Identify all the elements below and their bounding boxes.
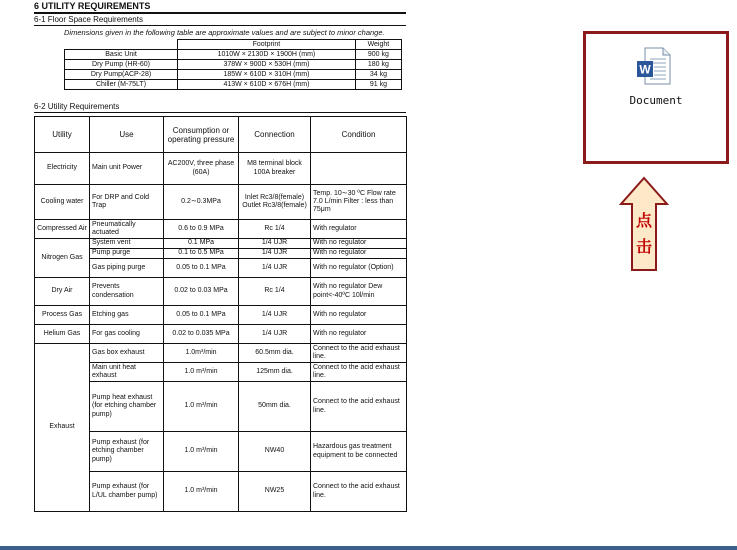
table-cell: With regulator — [311, 220, 407, 239]
table-row — [35, 325, 407, 344]
click-hint-char-2: 击 — [635, 237, 653, 256]
table-cell: 378W × 900D × 530H (mm) — [178, 60, 356, 70]
document-label[interactable]: Document — [629, 94, 683, 107]
table-cell: Basic Unit — [65, 50, 178, 60]
table-cell: 0.2∼0.3MPa — [164, 185, 239, 220]
table-cell: With no regulator — [311, 325, 407, 344]
table-row — [35, 220, 407, 239]
table-cell: Connect to the acid exhaust line. — [311, 382, 407, 432]
table-cell: Connect to the acid exhaust line. — [311, 344, 407, 363]
word-icon-letter: W — [639, 62, 651, 77]
table-cell: 0.1 to 0.5 MPa — [164, 249, 239, 259]
table-cell: 1.0 m³/min — [164, 363, 239, 382]
table-cell: Dry Pump (HR-60) — [65, 60, 178, 70]
table-cell: 60.5mm dia. — [239, 344, 311, 363]
table-cell: Gas box exhaust — [90, 344, 164, 363]
table-cell: M8 terminal block 100A breaker — [239, 153, 311, 185]
table-cell: 0.1 MPa — [164, 239, 239, 249]
table-cell: 1.0 m³/min — [164, 382, 239, 432]
table-cell: Hazardous gas treatment equipment to be connected — [311, 432, 407, 472]
table-cell: Dry Air — [35, 278, 90, 306]
table-cell: Compressed Air — [35, 220, 90, 239]
table-cell: Pump purge — [90, 249, 164, 259]
table-row — [35, 432, 407, 472]
table-cell: Pump exhaust (for etching chamber pump) — [90, 432, 164, 472]
table-cell: Nitrogen Gas — [35, 239, 90, 278]
table-row — [65, 70, 402, 80]
utility-title: 6-2 Utility Requirements — [34, 102, 406, 113]
table-cell: For DRP and Cold Trap — [90, 185, 164, 220]
table-header-cell: Connection — [239, 117, 311, 153]
table-cell: 413W × 610D × 676H (mm) — [178, 80, 356, 90]
table-row — [35, 185, 407, 220]
table-cell: 0.6 to 0.9 MPa — [164, 220, 239, 239]
table-cell: 125mm dia. — [239, 363, 311, 382]
table-row — [35, 363, 407, 382]
table-cell: 0.02 to 0.03 MPa — [164, 278, 239, 306]
table-cell: 180 kg — [355, 60, 401, 70]
table-cell: With no regulator — [311, 249, 407, 259]
click-hint-char-1: 点 — [635, 211, 653, 230]
table-cell: 900 kg — [355, 50, 401, 60]
table-cell: System vent — [90, 239, 164, 249]
table-row — [35, 278, 407, 306]
table-header-cell: Consumption or operating pressure — [164, 117, 239, 153]
table-row — [65, 60, 402, 70]
table-cell: For gas cooling — [90, 325, 164, 344]
table-cell: Connect to the acid exhaust line. — [311, 363, 407, 382]
table-cell: 0.05 to 0.1 MPa — [164, 259, 239, 278]
table-cell: 1.0m³/min — [164, 344, 239, 363]
up-arrow-icon[interactable] — [619, 176, 669, 272]
table-cell: Rc 1/4 — [239, 278, 311, 306]
table-cell: Main unit heat exhaust — [90, 363, 164, 382]
table-cell: Rc 1/4 — [239, 220, 311, 239]
table-header-cell: Condition — [311, 117, 407, 153]
table-cell: NW25 — [239, 472, 311, 512]
table-cell: 1/4 UJR — [239, 259, 311, 278]
table-row — [35, 344, 407, 363]
floor-space-table — [64, 39, 402, 90]
table-cell: 1/4 UJR — [239, 325, 311, 344]
table-cell: AC200V, three phase (60A) — [164, 153, 239, 185]
table-cell: Main unit Power — [90, 153, 164, 185]
table-row — [65, 40, 402, 50]
table-cell: 34 kg — [355, 70, 401, 80]
table-cell: With no regulator — [311, 306, 407, 325]
utility-table — [34, 116, 407, 512]
table-cell: Inlet Rc3/8(female) Outlet Rc3/8(female) — [239, 185, 311, 220]
table-cell: 0.05 to 0.1 MPa — [164, 306, 239, 325]
table-cell: 1/4 UJR — [239, 249, 311, 259]
table-row — [65, 50, 402, 60]
table-cell: 1010W × 2130D × 1900H (mm) — [178, 50, 356, 60]
table-cell: Pneumatically actuated — [90, 220, 164, 239]
table-header-cell: Use — [90, 117, 164, 153]
table-cell: With no regulator Dew point<-40ºC 10l/min — [311, 278, 407, 306]
floor-space-title: 6-1 Floor Space Requirements — [34, 15, 406, 26]
table-cell: Cooling water — [35, 185, 90, 220]
table-cell: Connect to the acid exhaust line. — [311, 472, 407, 512]
floor-space-note: Dimensions given in the following table are approximate values and are subject to minor change. — [64, 28, 385, 37]
table-row — [65, 80, 402, 90]
table-cell: Chiller (M-75LT) — [65, 80, 178, 90]
table-cell: NW40 — [239, 432, 311, 472]
table-row — [35, 472, 407, 512]
table-cell: Pump exhaust (for L/UL chamber pump) — [90, 472, 164, 512]
table-cell: 91 kg — [355, 80, 401, 90]
table-cell: 0.02 to 0.035 MPa — [164, 325, 239, 344]
table-header-cell — [65, 40, 178, 50]
table-row — [35, 249, 407, 259]
document-link-widget[interactable] — [583, 31, 729, 164]
table-cell: Temp. 10∼30 ºC Flow rate 7.0 L/min Filter : less than 75μm — [311, 185, 407, 220]
table-cell: Exhaust — [35, 344, 90, 512]
table-row — [35, 117, 407, 153]
table-row — [35, 306, 407, 325]
table-cell: 1.0 m³/min — [164, 472, 239, 512]
table-cell: Helium Gas — [35, 325, 90, 344]
table-header-cell: Utility — [35, 117, 90, 153]
table-cell: With no regulator (Option) — [311, 259, 407, 278]
table-cell: Electricity — [35, 153, 90, 185]
table-cell — [311, 153, 407, 185]
table-header-cell: Weight — [355, 40, 401, 50]
table-cell: 185W × 610D × 310H (mm) — [178, 70, 356, 80]
table-cell: Prevents condensation — [90, 278, 164, 306]
table-row — [35, 239, 407, 249]
table-cell: Process Gas — [35, 306, 90, 325]
table-row — [35, 259, 407, 278]
table-cell: Etching gas — [90, 306, 164, 325]
table-cell: 1/4 UJR — [239, 306, 311, 325]
table-cell: Pump heat exhaust (for etching chamber pump) — [90, 382, 164, 432]
table-cell: Gas piping purge — [90, 259, 164, 278]
table-row — [35, 382, 407, 432]
table-cell: 1.0 m³/min — [164, 432, 239, 472]
table-cell: 1/4 UJR — [239, 239, 311, 249]
table-cell: Dry Pump(ACP-28) — [65, 70, 178, 80]
document-page — [34, 0, 406, 512]
section-title: 6 UTILITY REQUIREMENTS — [34, 0, 406, 14]
table-row — [35, 153, 407, 185]
bottom-divider — [0, 546, 737, 550]
word-document-icon[interactable] — [636, 47, 672, 85]
table-cell: 50mm dia. — [239, 382, 311, 432]
table-header-cell: Footprint — [178, 40, 356, 50]
table-cell: With no regulator — [311, 239, 407, 249]
